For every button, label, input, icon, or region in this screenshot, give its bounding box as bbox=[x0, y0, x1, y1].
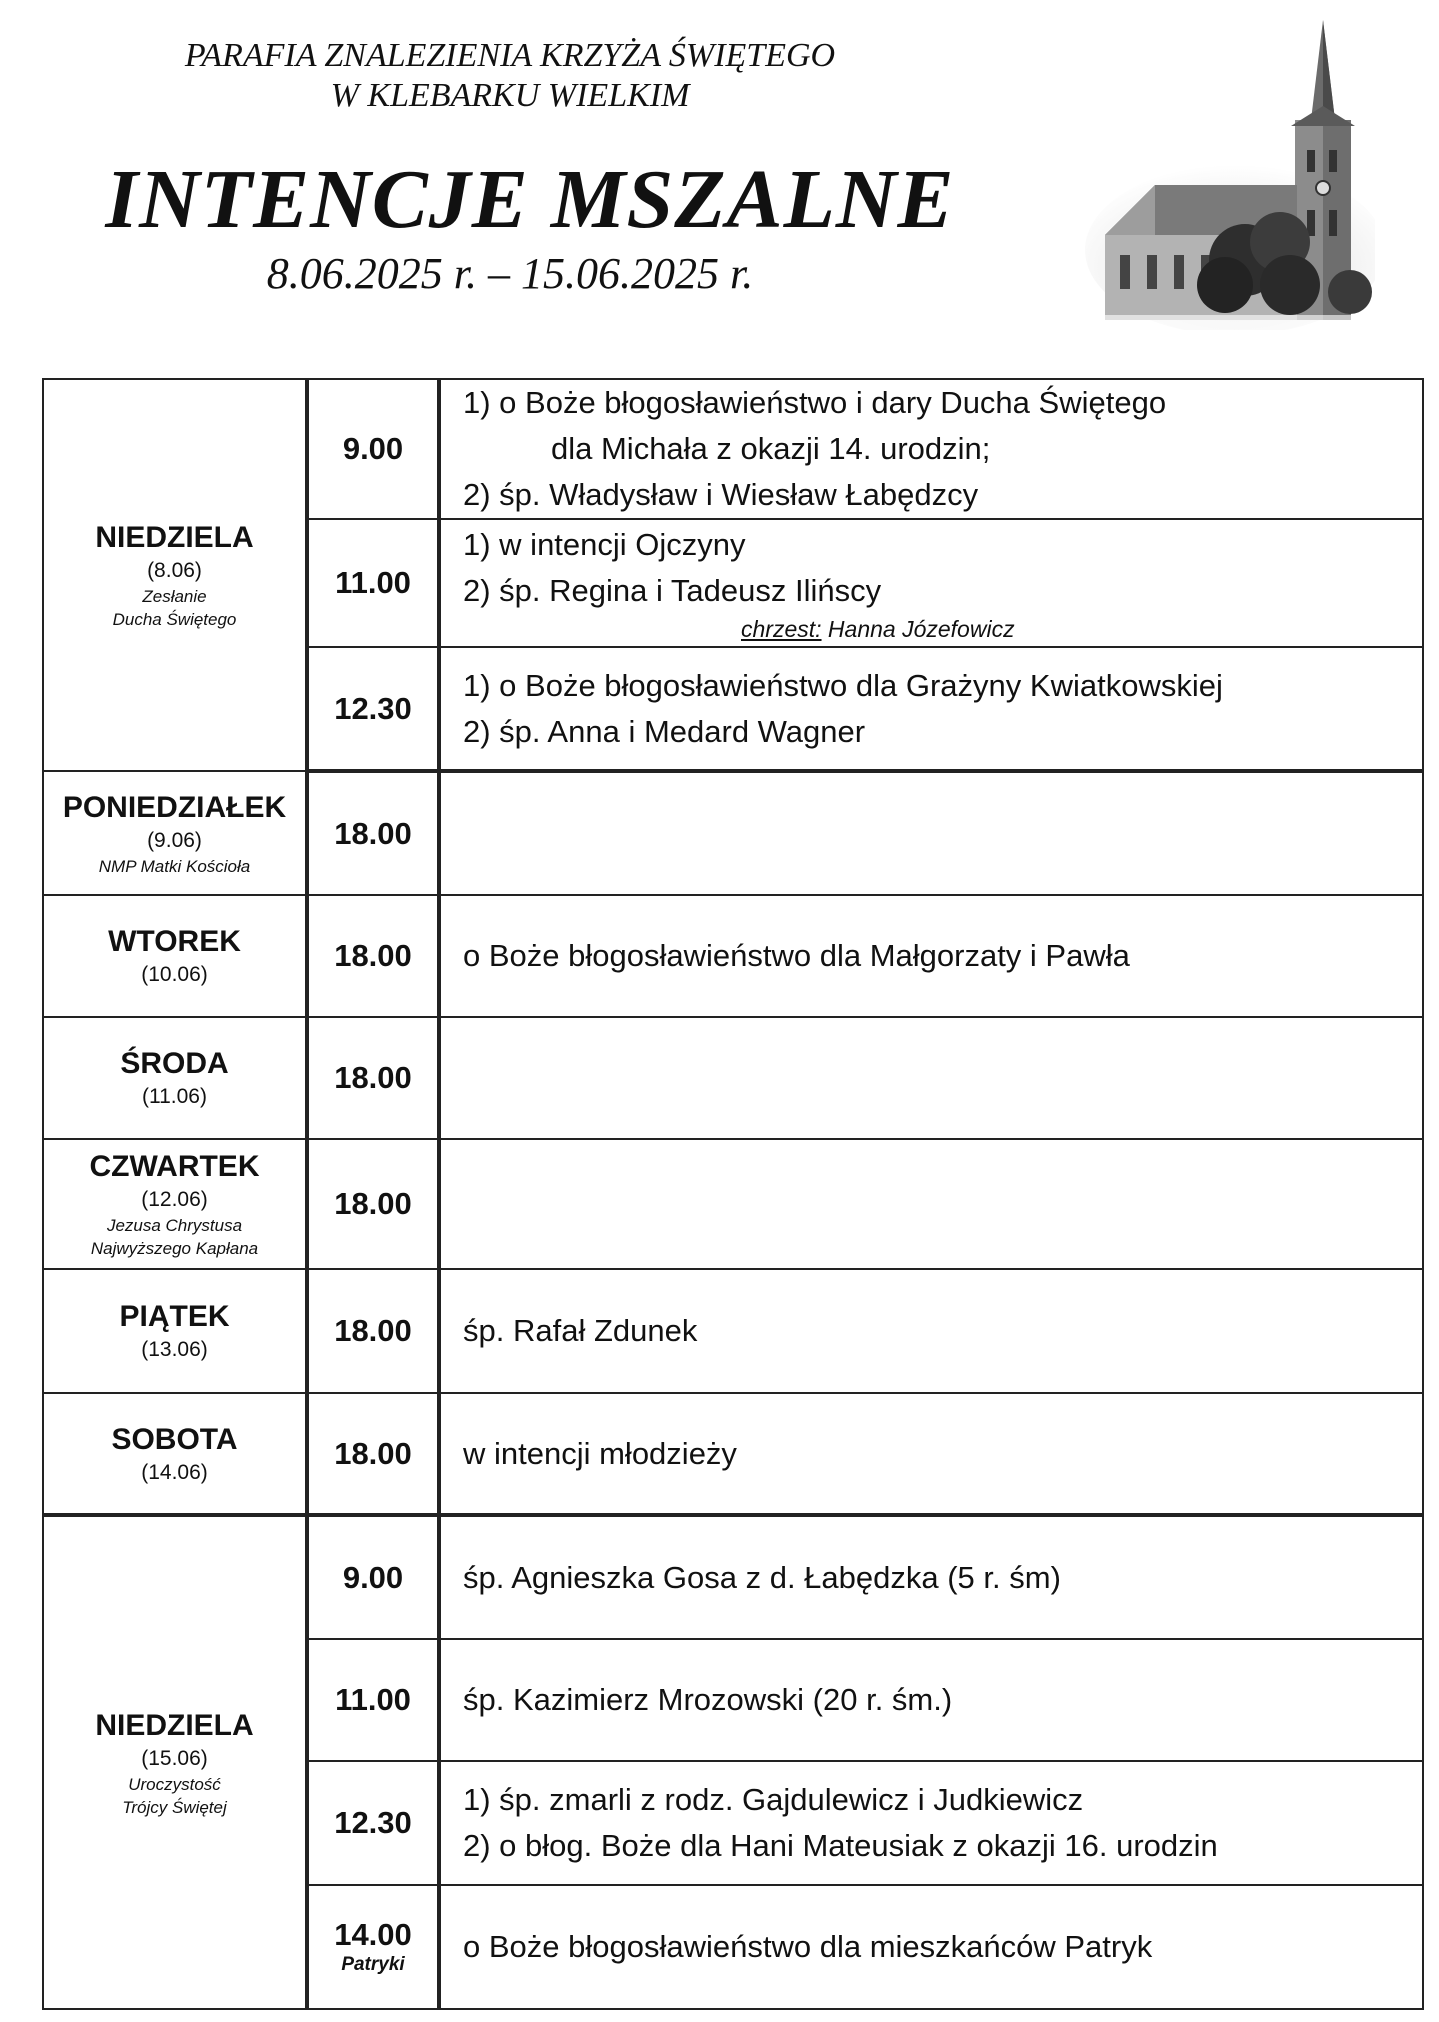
table-row bbox=[43, 895, 1423, 1017]
day-name: CZWARTEK bbox=[89, 1150, 260, 1183]
church-illustration bbox=[1085, 10, 1375, 330]
mass-time: 18.00 bbox=[307, 771, 439, 895]
day-cell bbox=[43, 771, 307, 895]
intention-line: śp. Rafał Zdunek bbox=[463, 1313, 698, 1348]
table-row bbox=[43, 1139, 1423, 1269]
intention-line: dla Michała z okazji 14. urodzin; bbox=[551, 431, 991, 466]
intention-line: o Boże błogosławieństwo dla Małgorzaty i Pawła bbox=[463, 938, 1130, 973]
day-name: NIEDZIELA bbox=[95, 521, 254, 554]
day-cell bbox=[43, 1269, 307, 1393]
day-name: ŚRODA bbox=[120, 1047, 229, 1080]
mass-time: 18.00 bbox=[307, 1139, 439, 1269]
day-date: (12.06) bbox=[141, 1188, 208, 1211]
day-feast: Trójcy Świętej bbox=[122, 1797, 227, 1817]
mass-intention bbox=[439, 1139, 1423, 1269]
day-name: PONIEDZIAŁEK bbox=[62, 790, 287, 824]
mass-intention bbox=[439, 1393, 1423, 1515]
mass-time: 9.00 bbox=[307, 379, 439, 519]
day-cell bbox=[43, 1393, 307, 1515]
day-date: (10.06) bbox=[141, 963, 208, 986]
intention-line: 1) o Boże błogosławieństwo dla Grażyny Kwiatkowskiej bbox=[463, 667, 1223, 703]
mass-intention bbox=[439, 379, 1423, 519]
mass-schedule-table bbox=[42, 378, 1424, 2010]
intention-line: 2) o błog. Boże dla Hani Mateusiak z okazji 16. urodzin bbox=[463, 1828, 1218, 1863]
day-date: (15.06) bbox=[141, 1746, 208, 1770]
mass-time: 11.00 bbox=[307, 519, 439, 647]
baptism-label: chrzest: bbox=[741, 616, 822, 642]
day-name: SOBOTA bbox=[111, 1422, 238, 1456]
mass-intention bbox=[439, 519, 1423, 647]
intention-line: 1) w intencji Ojczyny bbox=[463, 527, 746, 562]
mass-time: 18.00 bbox=[307, 1393, 439, 1515]
day-cell bbox=[43, 895, 307, 1017]
mass-intention bbox=[439, 1761, 1423, 1885]
mass-intention bbox=[439, 1515, 1423, 1639]
intention-line: 2) śp. Anna i Medard Wagner bbox=[463, 713, 866, 749]
mass-time: 14.00 bbox=[334, 1917, 412, 1952]
mass-intention bbox=[439, 895, 1423, 1017]
mass-time: 18.00 bbox=[307, 1017, 439, 1139]
day-feast: Najwyższego Kapłana bbox=[90, 1239, 259, 1258]
mass-time: 11.00 bbox=[307, 1639, 439, 1761]
intention-line: 1) o Boże błogosławieństwo i dary Ducha Świętego bbox=[463, 385, 1167, 420]
day-date: (8.06) bbox=[147, 559, 202, 582]
parish-line-1: PARAFIA ZNALEZIENIA KRZYŻA ŚWIĘTEGO bbox=[184, 37, 836, 74]
baptism-note bbox=[463, 614, 1422, 644]
intention-line: 2) śp. Regina i Tadeusz Ilińscy bbox=[463, 573, 882, 608]
mass-time: 9.00 bbox=[307, 1515, 439, 1639]
day-name: PIĄTEK bbox=[119, 1300, 230, 1333]
page-title: INTENCJE MSZALNE bbox=[105, 153, 955, 246]
day-cell bbox=[43, 1515, 307, 2009]
mass-intention bbox=[439, 1885, 1423, 2009]
mass-intention bbox=[439, 1639, 1423, 1761]
day-date: (9.06) bbox=[147, 828, 202, 852]
date-range: 8.06.2025 r. – 15.06.2025 r. bbox=[266, 249, 754, 298]
mass-time-cell bbox=[307, 1885, 439, 2009]
day-feast: Uroczystość bbox=[128, 1774, 221, 1794]
intention-line: śp. Agnieszka Gosa z d. Łabędzka (5 r. śm) bbox=[463, 1559, 1061, 1595]
day-cell bbox=[43, 1017, 307, 1139]
day-name: NIEDZIELA bbox=[95, 1708, 254, 1742]
day-date: (11.06) bbox=[142, 1085, 207, 1108]
baptism-name: Hanna Józefowicz bbox=[821, 616, 1015, 642]
table-row bbox=[43, 1269, 1423, 1393]
intention-line: w intencji młodzieży bbox=[463, 1435, 737, 1471]
table-row bbox=[43, 1515, 1423, 1639]
day-date: (13.06) bbox=[141, 1338, 208, 1361]
day-cell bbox=[43, 379, 307, 771]
mass-time: 12.30 bbox=[307, 1761, 439, 1885]
mass-intention bbox=[439, 1269, 1423, 1393]
intention-line: 1) śp. zmarli z rodz. Gajdulewicz i Judkiewicz bbox=[463, 1782, 1084, 1817]
day-date: (14.06) bbox=[141, 1460, 208, 1484]
mass-time-note: Patryki bbox=[341, 1954, 405, 1975]
day-feast: Zesłanie bbox=[142, 587, 207, 606]
parish-line-2: W KLEBARKU WIELKIM bbox=[330, 77, 690, 114]
intention-line: śp. Kazimierz Mrozowski (20 r. śm.) bbox=[463, 1682, 953, 1717]
day-name: WTOREK bbox=[108, 925, 241, 958]
intention-line: 2) śp. Władysław i Wiesław Łabędzcy bbox=[463, 477, 979, 512]
day-feast: NMP Matki Kościoła bbox=[98, 856, 251, 876]
mass-intention bbox=[439, 647, 1423, 771]
table-row bbox=[43, 771, 1423, 895]
mass-time: 12.30 bbox=[307, 647, 439, 771]
table-row bbox=[43, 1393, 1423, 1515]
table-row bbox=[43, 379, 1423, 519]
parish-name bbox=[90, 36, 930, 116]
intention-line: o Boże błogosławieństwo dla mieszkańców Patryk bbox=[463, 1929, 1153, 1964]
mass-intention bbox=[439, 771, 1423, 895]
mass-time: 18.00 bbox=[307, 895, 439, 1017]
mass-time: 18.00 bbox=[307, 1269, 439, 1393]
day-feast: Jezusa Chrystusa bbox=[106, 1216, 243, 1235]
day-cell bbox=[43, 1139, 307, 1269]
table-row bbox=[43, 1017, 1423, 1139]
mass-intention bbox=[439, 1017, 1423, 1139]
day-feast: Ducha Świętego bbox=[112, 610, 237, 629]
